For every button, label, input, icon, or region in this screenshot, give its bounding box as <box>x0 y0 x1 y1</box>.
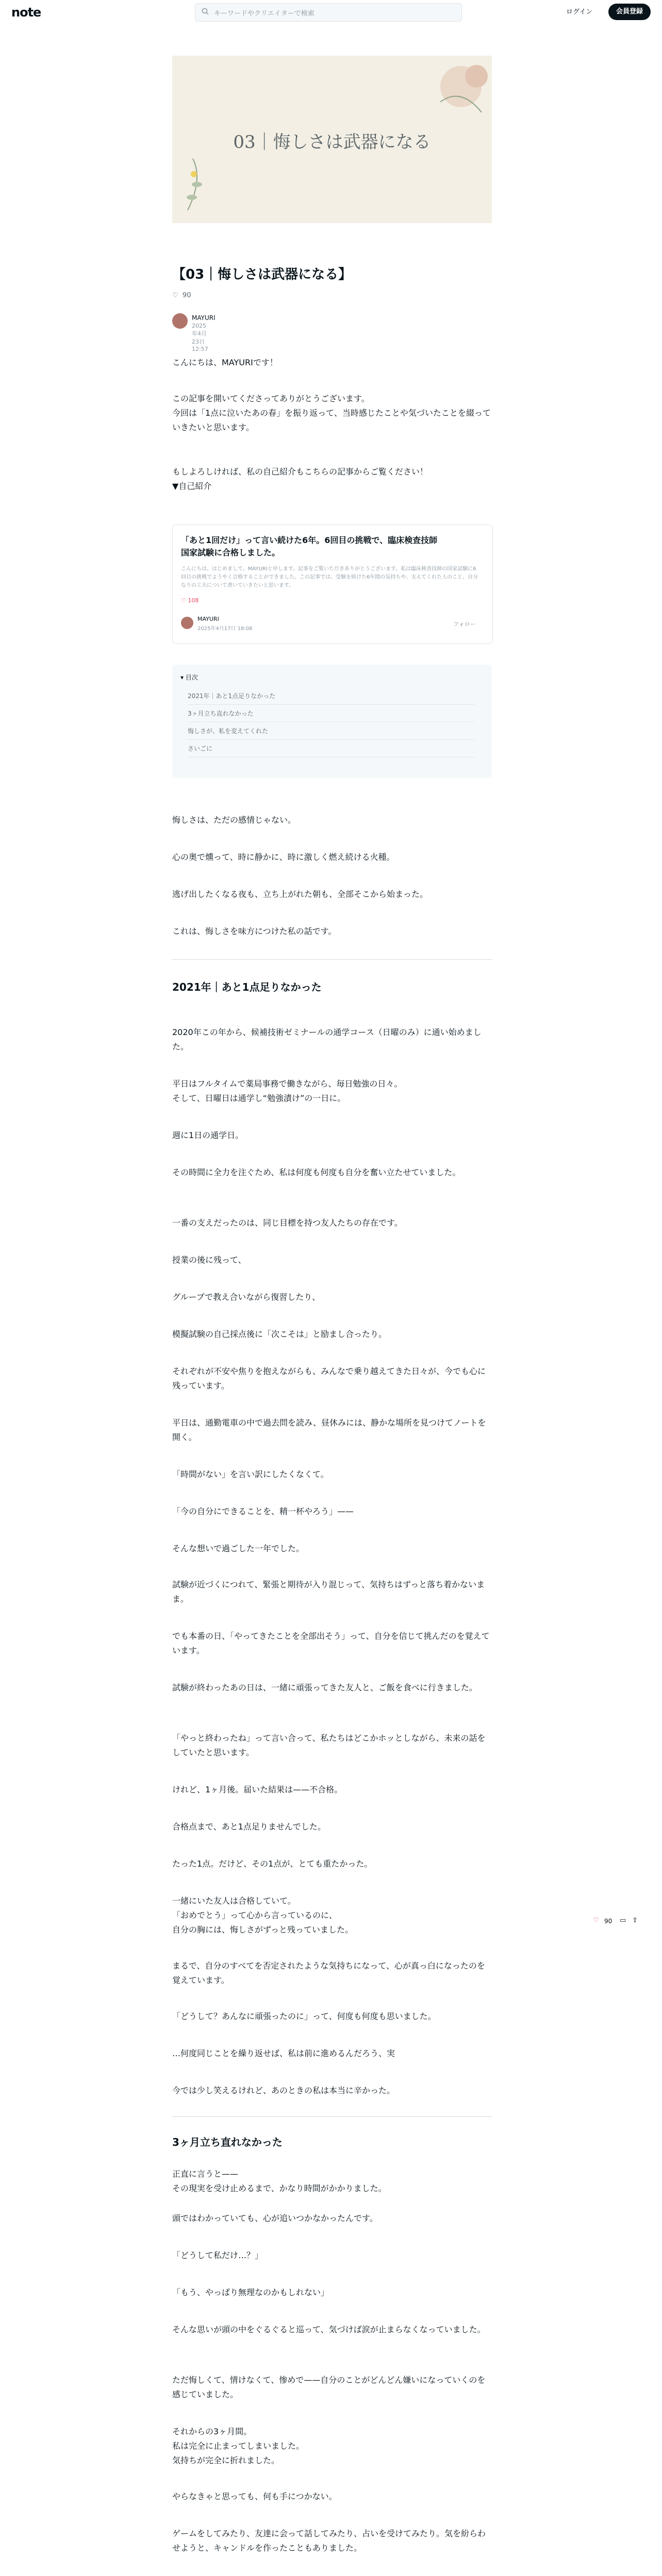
hero-title: 03｜悔しさは武器になる <box>233 132 431 152</box>
floating-actions <box>593 1916 650 1930</box>
body-paragraph: 「どうして？あんなに頑張ったのに」って、何度も何度も思いました。 <box>172 2011 436 2021</box>
embed-desc: こんにちは。はじめまして、MAYURIと申します。記事をご覧いただきありがとうございます。私は臨床検査技師の国家試験に6回目の挑戦でようやく合格することができました。この記事では、受験を続けた6年間の気持ちや、支えてくれた人のこと、自分なりの工夫について書いていきたいと思います。 <box>181 566 478 588</box>
embed-title[interactable]: 「あと1回だけ」って言い続けた6年。6回目の挑戦で、臨床検査技師国家試験に合格しました。 <box>181 535 438 557</box>
embed-likes-count: 108 <box>188 597 199 604</box>
body-paragraph: 試験が終わったあの日は、一緒に頑張ってきた友人と、ご飯を食べに行きました。 <box>172 1683 477 1692</box>
intro-p1: こんにちは、MAYURIです！ <box>172 358 278 367</box>
heart-icon[interactable]: ♡ <box>593 1917 599 1924</box>
body-paragraph: これは、悔しさを味方につけた私の話です。 <box>172 926 337 936</box>
login-button[interactable]: ログイン <box>566 8 593 16</box>
toc-item[interactable]: さいごに <box>188 741 474 757</box>
toc-heading-label: 目次 <box>185 674 198 681</box>
body-paragraph: 授業の後に残って、 <box>172 1255 246 1265</box>
body-paragraph: それからの3ヶ月間。 私は完全に止まってしまいました。 気持ちが完全に折れました。 <box>172 2427 305 2465</box>
intro-p2: この記事を開いてくださってありがとうございます。 今回は「1点に泣いたあの春」を振り返って、当時感じたことや気づいたことを綴っていきたいと思います。 <box>172 394 491 432</box>
body-paragraph: 平日は、通勤電車の中で過去問を読み、昼休みには、静かな場所を見つけてノートを開く。 <box>172 1418 486 1442</box>
search-icon <box>202 8 209 15</box>
body-paragraph: やらなきゃと思っても、何も手につかない。 <box>172 2492 337 2501</box>
body-paragraph: 「時間がない」を言い訳にしたくなくて。 <box>172 1469 329 1479</box>
body-paragraph: 悔しさは、ただの感情じゃない。 <box>172 815 296 825</box>
body-paragraph: 頭ではわかっていても、心が追いつかなかったんです。 <box>172 2213 378 2223</box>
body-paragraph: ゲームをしてみたり、友達に会って話してみたり、占いを受けてみたり。気を紛らわせようと、キャンドルを作ったこともありました。 <box>172 2529 486 2553</box>
body-paragraph: 2020年この年から、候補技術ゼミナールの通学コース（日曜のみ）に通い始めました。 <box>172 1027 482 1052</box>
signup-button[interactable]: 会員登録 <box>608 4 651 20</box>
body-paragraph: それぞれが不安や焦りを抱えながらも、みんなで乗り越えてきた日々が、今でも心に残っています。 <box>172 1366 486 1391</box>
embed-avatar[interactable] <box>181 617 193 629</box>
article-likes[interactable] <box>172 292 191 299</box>
author-name[interactable]: MAYURI <box>192 314 216 321</box>
body-paragraph: …何度同じことを繰り返せば、私は前に進めるんだろう、実 <box>172 2048 395 2058</box>
toc-heading[interactable]: ▾ 目次 <box>180 674 198 681</box>
toc-item[interactable]: 悔しさが、私を変えてくれた <box>188 723 474 740</box>
body-paragraph: ただ悔しくて、情けなくて、惨めで——自分のことがどんどん嫌いになっていくのを感じていました。 <box>172 2375 486 2399</box>
embed-date: 2025年4月17日 18:08 <box>197 626 253 632</box>
note-logo[interactable]: note <box>11 5 41 20</box>
body-paragraph: 「どうして私だけ…？」 <box>172 2250 263 2260</box>
body-paragraph: 「今の自分にできることを、精一杯やろう」—— <box>172 1506 354 1516</box>
post-date: 2025年4月23日 12:57 <box>192 323 208 352</box>
body-paragraph: 合格点まで、あと1点足りませんでした。 <box>172 1822 326 1832</box>
body-paragraph: たった1点。だけど、その1点が、とても重たかった。 <box>172 1859 373 1869</box>
search-placeholder: キーワードやクリエイターで検索 <box>214 10 315 18</box>
heart-icon: ♡ <box>172 292 178 299</box>
body-paragraph: まるで、自分のすべてを否定されたような気持ちになって、心が真っ白になったのを覚えています。 <box>172 1961 485 1985</box>
section-heading: 2021年｜あと1点足りなかった <box>172 981 322 993</box>
body-paragraph: そんな想いで過ごした一年でした。 <box>172 1544 305 1553</box>
body-paragraph: 一緒にいた友人は合格していて。 「おめでとう」って心から言っているのに、 自分の胸には、悔しさがずっと残っていました。 <box>172 1896 354 1935</box>
embed-author[interactable]: MAYURI <box>197 616 219 622</box>
body-paragraph: でも本番の日、「やってきたことを全部出そう」って、自分を信じて挑んだのを覚えています。 <box>172 1631 490 1655</box>
body-paragraph: 「やっと終わったね」って言い合って、私たちはどこかホッとしながら、未来の話をしていたと思います。 <box>172 1733 486 1757</box>
search-input[interactable] <box>195 3 462 22</box>
body-paragraph: 試験が近づくにつれて、緊張と期待が入り混じって、気持ちはずっと落ち着かないまま。 <box>172 1580 485 1604</box>
article-title: 【03｜悔しさは武器になる】 <box>172 267 352 282</box>
follow-button[interactable]: フォロー <box>453 621 476 628</box>
embedded-article-card[interactable] <box>172 524 493 644</box>
embed-likes: ♡ 108 <box>181 597 199 604</box>
toc-item[interactable]: 3ヶ月立ち直れなかった <box>188 706 474 722</box>
body-paragraph: 平日はフルタイムで薬局事務で働きながら、毎日勉強の日々。 そして、日曜日は通学し“勉強漬け”の一日に。 <box>172 1079 403 1103</box>
section-divider <box>172 959 492 960</box>
body-paragraph: 逃げ出したくなる夜も、立ち上がれた朝も、全部そこから始まった。 <box>172 889 428 899</box>
body-paragraph: 「もう、やっぱり無理なのかもしれない」 <box>172 2287 329 2297</box>
body-paragraph: 正直に言うと—— その現実を受け止めるまで、かなり時間がかかりました。 <box>172 2169 387 2193</box>
body-paragraph: 模擬試験の自己採点後に「次こそは」と励まし合ったり。 <box>172 1329 387 1339</box>
article-likes-count: 90 <box>182 292 191 299</box>
body-paragraph: 今では少し笑えるけれど、あのときの私は本当に辛かった。 <box>172 2086 395 2095</box>
hero-image <box>172 56 492 223</box>
body-paragraph: けれど、1ヶ月後。届いた結果は——不合格。 <box>172 1785 343 1794</box>
section-divider <box>172 2116 492 2117</box>
intro-p3: もしよろしければ、私の自己紹介もこちらの記事からご覧ください！ ▼自己紹介 <box>172 467 428 491</box>
body-paragraph: 一番の支えだったのは、同じ目標を持つ友人たちの存在です。 <box>172 1218 403 1228</box>
body-paragraph: 週に1日の通学日。 <box>172 1130 244 1140</box>
body-paragraph: グループで教え合いながら復習したり、 <box>172 1292 321 1302</box>
top-header <box>0 0 662 25</box>
toc-item[interactable]: 2021年｜あと1点足りなかった <box>188 688 474 705</box>
section-heading: 3ヶ月立ち直れなかった <box>172 2136 283 2148</box>
table-of-contents <box>172 665 492 778</box>
side-likes-count: 90 <box>604 1918 613 1925</box>
body-paragraph: その時間に全力を注ぐため、私は何度も何度も自分を奮い立たせていました。 <box>172 1167 461 1177</box>
share-icon[interactable]: ⇪ <box>632 1917 638 1924</box>
comment-icon[interactable]: ▭ <box>620 1917 626 1924</box>
body-paragraph: そんな思いが頭の中をぐるぐると巡って、気づけば涙が止まらなくなっていました。 <box>172 2325 486 2334</box>
body-paragraph: 心の奥で燻って、時に静かに、時に激しく燃え続ける火種。 <box>172 852 395 862</box>
avatar[interactable] <box>172 313 188 329</box>
